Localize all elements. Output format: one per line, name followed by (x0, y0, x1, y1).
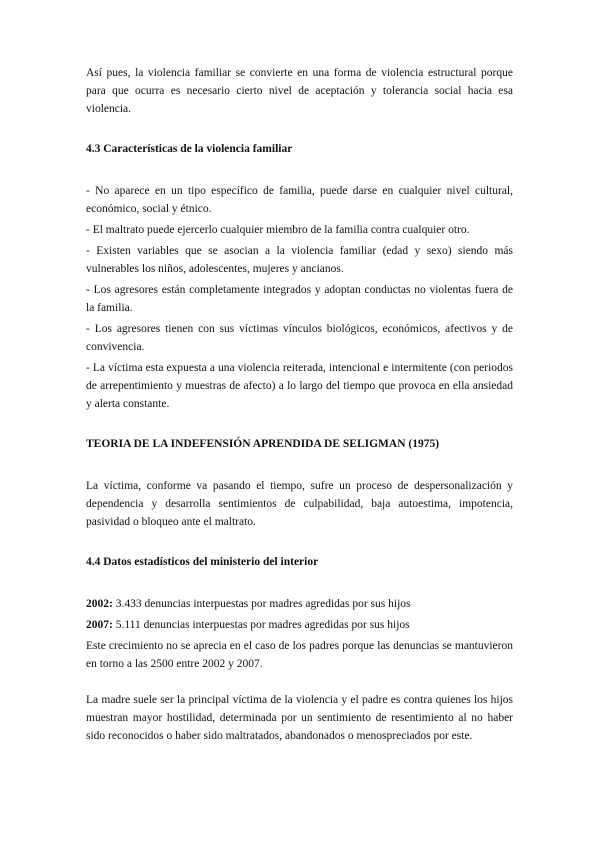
intro-paragraph: Así pues, la violencia familiar se convierte en una forma de violencia estructural porque para que ocurra es necesario cierto nivel de aceptación y tolerancia social hacia esa violencia. (86, 67, 513, 115)
stat-text: 3.433 denuncias interpuestas por madres agredidas por sus hijos (112, 598, 411, 610)
stat-year: 2007: (86, 619, 113, 631)
list-item: - Los agresores están completamente integrados y adoptan conductas no violentas fuera de la familia. (86, 284, 513, 314)
seligman-heading: TEORIA DE LA INDEFENSIÓN APRENDIDA DE SELIGMAN (1975) (86, 438, 440, 450)
stat-line-2007 (86, 616, 513, 634)
stat-text: 5.111 denuncias interpuestas por madres agredidas por sus hijos (112, 619, 410, 631)
stats-note-paragraph: Este crecimiento no se aprecia en el caso de los padres porque las denuncias se mantuvieron en torno a las 2500 entre 2002 y 2007. (86, 640, 513, 670)
stat-year: 2002: (86, 598, 113, 610)
list-item: - La víctima esta expuesta a una violencia reiterada, intencional e intermitente (con periodos de arrepentimiento y muestras de afecto) a lo largo del tiempo que provoca en ella ansiedad y alerta constante. (86, 362, 513, 410)
page-content (86, 64, 513, 745)
section-heading-4-4: 4.4 Datos estadísticos del ministerio del interior (86, 556, 319, 568)
seligman-paragraph: La víctima, conforme va pasando el tiempo, sufre un proceso de despersonalización y dependencia y desarrolla sentimientos de culpabilidad, baja autoestima, impotencia, pasividad o bloqueo ante el maltrato. (86, 480, 513, 528)
stat-line-2002 (86, 595, 513, 613)
section-heading-4-3: 4.3 Características de la violencia familiar (86, 143, 293, 155)
list-item: - Los agresores tienen con sus víctimas vínculos biológicos, económicos, afectivos y de convivencia. (86, 323, 513, 353)
closing-paragraph: La madre suele ser la principal víctima de la violencia y el padre es contra quienes los hijos muestran mayor hostilidad, determinada por un sentimiento de resentimiento al no haber sido reconocidos o haber sido maltratados, abandonados o menospreciados por este. (86, 694, 513, 742)
list-item: - No aparece en un tipo específico de familia, puede darse en cualquier nivel cultural, económico, social y étnico. (86, 185, 513, 215)
list-item: - El maltrato puede ejercerlo cualquier miembro de la familia contra cualquier otro. (86, 224, 470, 236)
list-item: - Existen variables que se asocian a la violencia familiar (edad y sexo) siendo más vulnerables los niños, adolescentes, mujeres y ancianos. (86, 245, 513, 275)
